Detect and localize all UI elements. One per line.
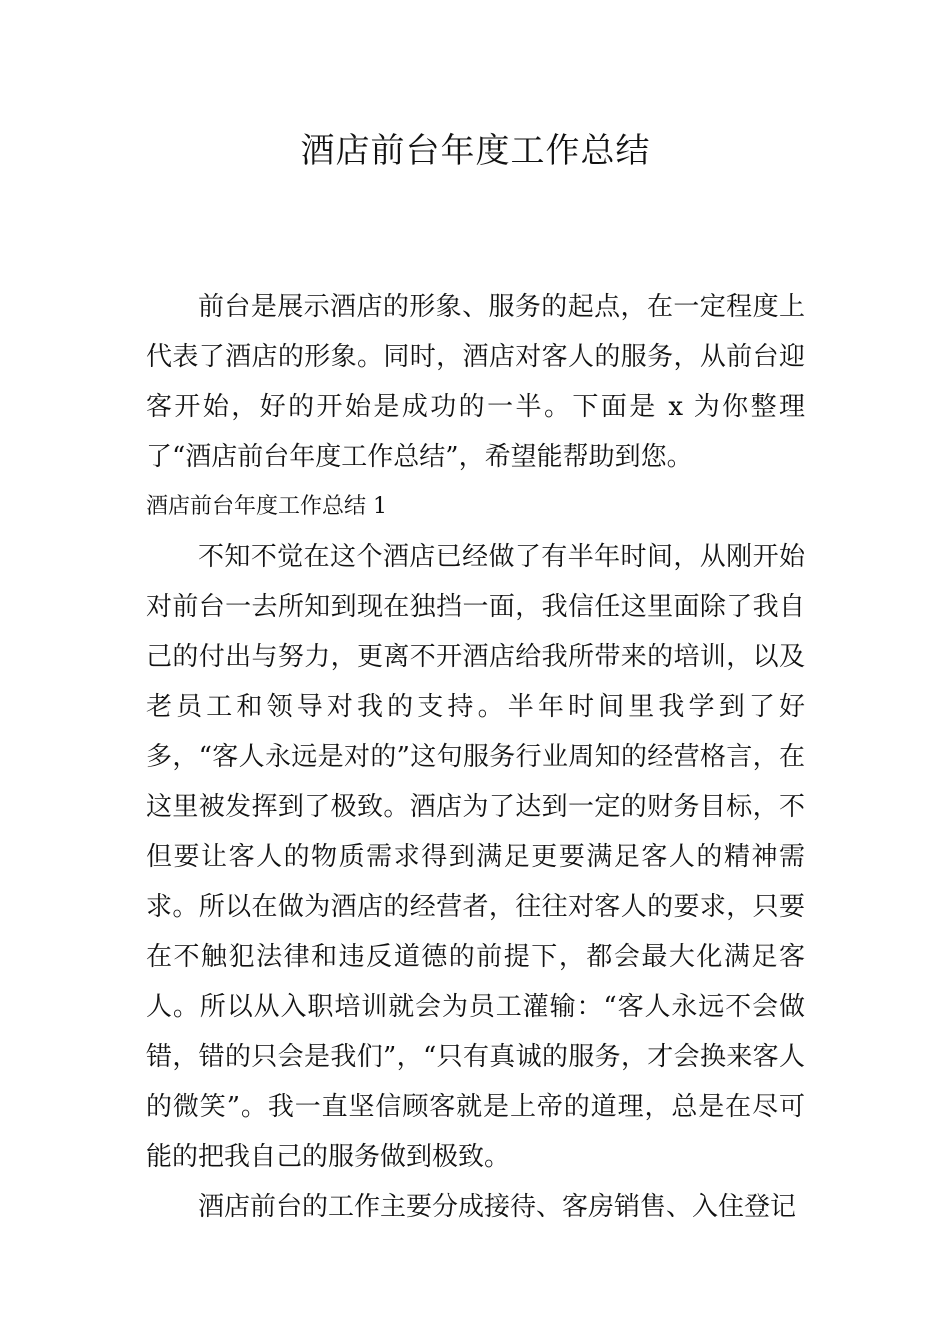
document-title: 酒店前台年度工作总结: [300, 131, 651, 171]
section-heading: 酒店前台年度工作总结 1: [146, 494, 387, 519]
body-paragraph: 不知不觉在这个酒店已经做了有半年时间，从刚开始对前台一去所知到现在独挡一面，我信任这里面除了我自己的付出与努力，更离不开酒店给我所带来的培训，以及老员工和领导对我的支持。半年时间里我学到了好多，“客人永远是对的”这句服务行业周知的经营格言，在这里被发挥到了极致。酒店为了达到一定的财务目标，不但要让客人的物质需求得到满足更要满足客人的精神需求。所以在做为酒店的经营者，往往对客人的要求，只要在不触犯法律和违反道德的前提下，都会最大化满足客人。所以从入职培训就会为员工灌输：“客人永远不会做错，错的只会是我们”，“只有真诚的服务，才会换来客人的微笑”。我一直坚信顾客就是上帝的道理，总是在尽可能的把我自己的服务做到极致。: [146, 542, 805, 1172]
document-body: [146, 282, 805, 1232]
intro-paragraph: 前台是展示酒店的形象、服务的起点，在一定程度上代表了酒店的形象。同时，酒店对客人的服务，从前台迎客开始，好的开始是成功的一半。下面是 x 为你整理了“酒店前台年度工作总结”，希望能帮助到您。: [146, 292, 805, 472]
body-paragraph: 酒店前台的工作主要分成接待、客房销售、入住登记: [198, 1192, 797, 1222]
